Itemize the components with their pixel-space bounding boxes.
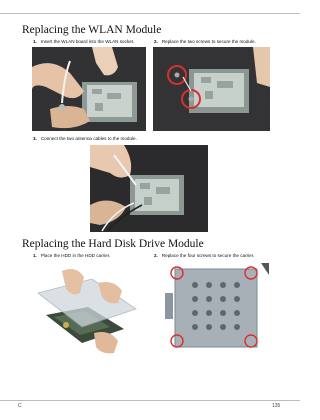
photo-hdd-in-carrier (32, 263, 146, 355)
wlan-step-1: 1. Insert the WLAN board into the WLAN socket. (33, 39, 135, 44)
photo-replace-screws (153, 47, 270, 131)
hdd-step-2: 2. Replace the four screws to secure the carrier. (154, 253, 255, 258)
photo-carrier-screws (161, 263, 269, 353)
section-title-wlan: Replacing the WLAN Module (22, 24, 162, 36)
hdd-step-1: 1. Place the HDD in the HDD carrier. (33, 253, 111, 258)
section-title-hdd: Replacing the Hard Disk Drive Module (22, 238, 204, 250)
top-rule (0, 13, 300, 14)
wlan-step-3: 3. Connect the two antenna cables to the module. (33, 136, 137, 141)
photo-insert-wlan (32, 47, 146, 131)
wlan-step-2: 2. Replace the two screws to secure the module. (154, 39, 256, 44)
photo-connect-antenna (90, 145, 208, 232)
page-number: 135 (272, 403, 281, 409)
footer-rule (0, 400, 300, 401)
footer-chapter: C (18, 403, 22, 409)
